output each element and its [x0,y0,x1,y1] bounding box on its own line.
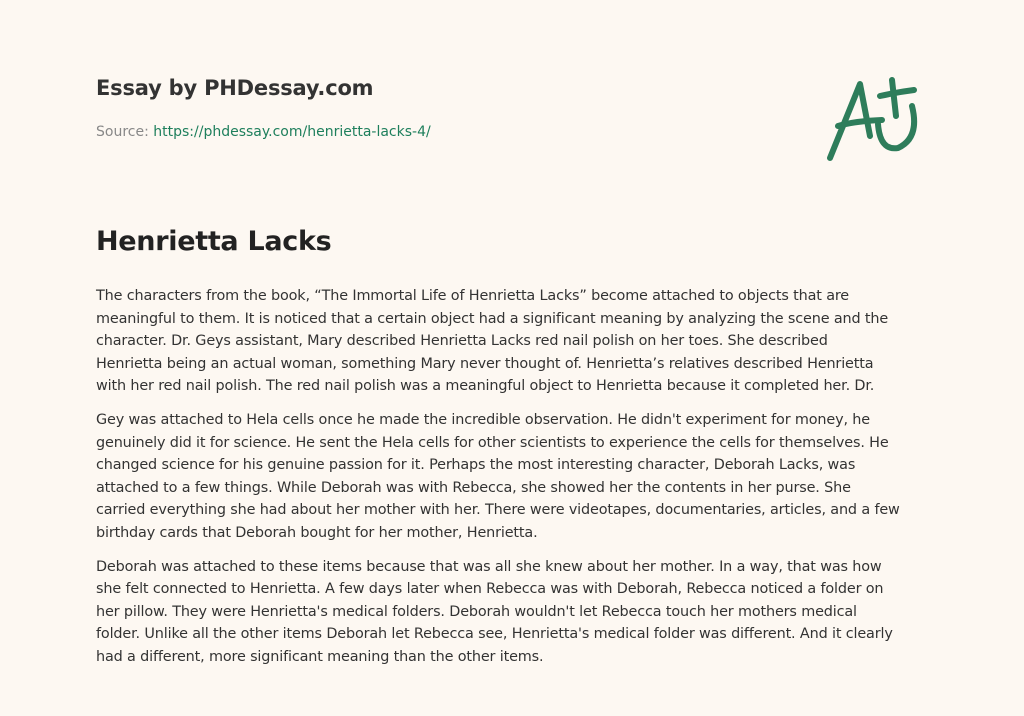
source-link[interactable]: https://phdessay.com/henrietta-lacks-4/ [153,124,431,140]
paragraph-line: attached to a few things. While Deborah was with Rebecca, she showed her the contents in her purse. She [96,479,851,496]
paragraph-line: Deborah was attached to these items because that was all she knew about her mother. In a way, that was how [96,558,882,575]
essay-paragraph [96,409,936,545]
paragraph-line: with her red nail polish. The red nail polish was a meaningful object to Henrietta because it completed her. Dr. [96,378,875,395]
paragraph-line: she felt connected to Henrietta. A few days later when Rebecca was with Deborah, Rebecca noticed a folder on [96,581,884,598]
a-plus-logo-icon [820,66,930,166]
site-title: Essay by PHDessay.com [96,76,374,100]
paragraph-line: meaningful to them. It is noticed that a certain object had a significant meaning by analyzing the scene and the [96,310,889,327]
paragraph-line: birthday cards that Deborah bought for her mother, Henrietta. [96,524,538,541]
header [96,76,373,100]
paragraph-line: Gey was attached to Hela cells once he made the incredible observation. He didn't experiment for money, he [96,411,870,428]
paragraph-line: had a different, more significant meaning than the other items. [96,648,544,665]
paragraph-line: folder. Unlike all the other items Deborah let Rebecca see, Henrietta's medical folder was different. And it clearly [96,626,893,643]
paragraph-line: genuinely did it for science. He sent the Hela cells for other scientists to experience the cells for themselves. He [96,434,889,451]
paragraph-line: character. Dr. Geys assistant, Mary described Henrietta Lacks red nail polish on her toes. She described [96,333,828,350]
paragraph-line: changed science for his genuine passion for it. Perhaps the most interesting character, Deborah Lacks, was [96,457,856,474]
paragraph-line: The characters from the book, “The Immortal Life of Henrietta Lacks” become attached to objects that are [96,288,850,304]
paragraph-line: Henrietta being an actual woman, something Mary never thought of. Henrietta’s relatives described Henrietta [96,355,874,372]
essay-paragraph [96,556,936,669]
essay-title: Henrietta Lacks [96,226,332,257]
source-line [96,124,431,140]
paragraph-line: her pillow. They were Henrietta's medical folders. Deborah wouldn't let Rebecca touch her mothers medical [96,603,857,620]
paragraph-line: carried everything she had about her mother with her. There were videotapes, documentaries, articles, and a few [96,502,900,519]
essay-body [96,285,936,680]
essay-paragraph [96,285,936,398]
source-label: Source: [96,124,149,140]
